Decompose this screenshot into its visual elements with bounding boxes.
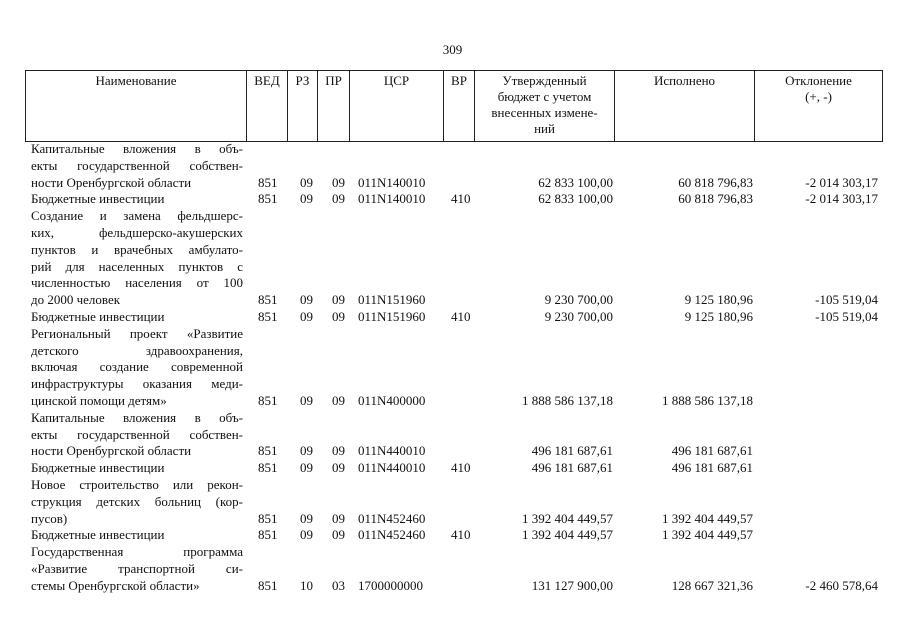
row-name-line: включая создание современной [31,359,243,375]
row-name-line: Государственная программа [31,544,243,560]
cell-executed: 9 125 180,96 [684,292,753,308]
cell-pr: 09 [332,191,345,207]
cell-budget: 62 833 100,00 [538,191,613,207]
cell-vr: 410 [451,308,471,324]
cell-csr: 011N452460 [358,510,426,526]
header-budget [475,71,615,142]
cell-rz: 09 [300,460,313,476]
row-name [31,191,243,208]
cell-vr: 410 [451,527,471,543]
header-vr: ВР [444,71,475,142]
cell-budget: 62 833 100,00 [538,174,613,190]
cell-executed: 9 125 180,96 [684,308,753,324]
row-name-line: струкция детских больниц (кор- [31,493,243,509]
cell-budget: 9 230 700,00 [544,308,613,324]
table-row [0,309,905,326]
cell-ved: 851 [258,174,278,190]
cell-rz: 09 [300,392,313,408]
cell-rz: 09 [300,191,313,207]
row-name [31,141,243,191]
row-name-line: Создание и замена фельдшерс- [31,208,243,224]
cell-rz: 09 [300,527,313,543]
cell-vr: 410 [451,191,471,207]
header-ved: ВЕД [247,71,288,142]
header-name: Наименование [26,71,247,142]
row-name [31,460,243,477]
row-name-line: пунктов и врачебных амбулато- [31,241,243,257]
cell-budget: 496 181 687,61 [531,460,613,476]
table-row [0,477,905,527]
cell-rz: 09 [300,308,313,324]
header-deviation-line: (+, -) [805,89,832,104]
row-name-line: Капитальные вложения в объ- [31,141,243,156]
cell-pr: 09 [332,308,345,324]
cell-executed: 60 818 796,83 [678,191,753,207]
cell-csr: 011N452460 [358,527,426,543]
row-name [31,544,243,594]
cell-ved: 851 [258,191,278,207]
cell-pr: 09 [332,392,345,408]
row-name-line: екты государственной собствен- [31,157,243,173]
cell-rz: 09 [300,292,313,308]
row-name [31,309,243,326]
cell-executed: 128 667 321,36 [671,577,753,593]
cell-deviation: -2 014 303,17 [805,174,878,190]
cell-ved: 851 [258,527,278,543]
header-deviation [755,71,883,142]
cell-vr: 410 [451,460,471,476]
table-row [0,527,905,544]
header-rz: РЗ [288,71,318,142]
row-name-line: инфраструктуры оказания меди- [31,376,243,392]
cell-csr: 1700000000 [358,577,423,593]
row-name-line: ких, фельдшерско-акушерских [31,224,243,240]
row-name-line: Бюджетные инвестиции [31,308,165,324]
table-row [0,460,905,477]
cell-executed: 1 392 404 449,57 [662,510,753,526]
cell-csr: 011N400000 [358,392,426,408]
cell-ved: 851 [258,443,278,459]
cell-budget: 9 230 700,00 [544,292,613,308]
cell-executed: 60 818 796,83 [678,174,753,190]
cell-budget: 1 392 404 449,57 [522,510,613,526]
table-row [0,544,905,594]
row-name-line: детского здравоохранения, [31,342,243,358]
cell-ved: 851 [258,460,278,476]
cell-deviation: -2 460 578,64 [805,577,878,593]
row-name-line: численностью населения от 100 [31,275,243,291]
cell-csr: 011N440010 [358,460,426,476]
cell-executed: 496 181 687,61 [671,443,753,459]
cell-pr: 09 [332,443,345,459]
row-name-line: Бюджетные инвестиции [31,460,165,476]
row-name-line: Бюджетные инвестиции [31,527,165,543]
cell-ved: 851 [258,392,278,408]
cell-ved: 851 [258,577,278,593]
row-name-line: екты государственной собствен- [31,426,243,442]
cell-csr: 011N151960 [358,308,426,324]
row-name-line: Региональный проект «Развитие [31,325,243,341]
cell-budget: 496 181 687,61 [531,443,613,459]
cell-ved: 851 [258,308,278,324]
row-name-line: до 2000 человек [31,292,121,308]
cell-budget: 1 888 586 137,18 [522,392,613,408]
cell-deviation: -105 519,04 [815,292,878,308]
cell-csr: 011N140010 [358,174,426,190]
header-budget-line: бюджет с учетом [497,89,592,104]
table-body [0,141,905,595]
table-row [0,326,905,410]
row-name [31,208,243,309]
cell-csr: 011N140010 [358,191,426,207]
header-budget-line: внесенных измене- [491,105,598,120]
cell-ved: 851 [258,510,278,526]
cell-rz: 09 [300,510,313,526]
header-pr: ПР [318,71,350,142]
cell-csr: 011N440010 [358,443,426,459]
cell-pr: 09 [332,460,345,476]
row-name-line: рий для населенных пунктов с [31,258,243,274]
cell-executed: 496 181 687,61 [671,460,753,476]
cell-rz: 09 [300,174,313,190]
table-row [0,410,905,460]
header-deviation-line: Отклонение [785,73,852,88]
row-name [31,326,243,410]
row-name-line: Бюджетные инвестиции [31,191,165,207]
cell-ved: 851 [258,292,278,308]
row-name [31,527,243,544]
cell-budget: 131 127 900,00 [531,577,613,593]
header-executed: Исполнено [615,71,755,142]
row-name-line: ности Оренбургской области [31,443,192,459]
cell-budget: 1 392 404 449,57 [522,527,613,543]
cell-deviation: -105 519,04 [815,308,878,324]
row-name-line: Новое строительство или рекон- [31,476,243,492]
cell-rz: 09 [300,443,313,459]
cell-pr: 09 [332,174,345,190]
table-row [0,208,905,309]
row-name-line: цинской помощи детям» [31,392,167,408]
header-budget-line: Утвержденный [502,73,587,88]
cell-executed: 1 392 404 449,57 [662,527,753,543]
cell-csr: 011N151960 [358,292,426,308]
page-number: 309 [442,42,463,57]
cell-pr: 09 [332,510,345,526]
cell-pr: 09 [332,292,345,308]
row-name-line: пусов) [31,510,68,526]
row-name [31,410,243,460]
cell-pr: 03 [332,577,345,593]
table-header [25,70,883,142]
row-name [31,477,243,527]
row-name-line: ности Оренбургской области [31,174,192,190]
row-name-line: стемы Оренбургской области» [31,577,200,593]
cell-deviation: -2 014 303,17 [805,191,878,207]
header-budget-line: ний [534,121,555,136]
header-csr: ЦСР [350,71,444,142]
row-name-line: «Развитие транспортной си- [31,560,243,576]
cell-executed: 1 888 586 137,18 [662,392,753,408]
table-row [0,141,905,191]
table-row [0,191,905,208]
cell-rz: 10 [300,577,313,593]
cell-pr: 09 [332,527,345,543]
row-name-line: Капитальные вложения в объ- [31,409,243,425]
